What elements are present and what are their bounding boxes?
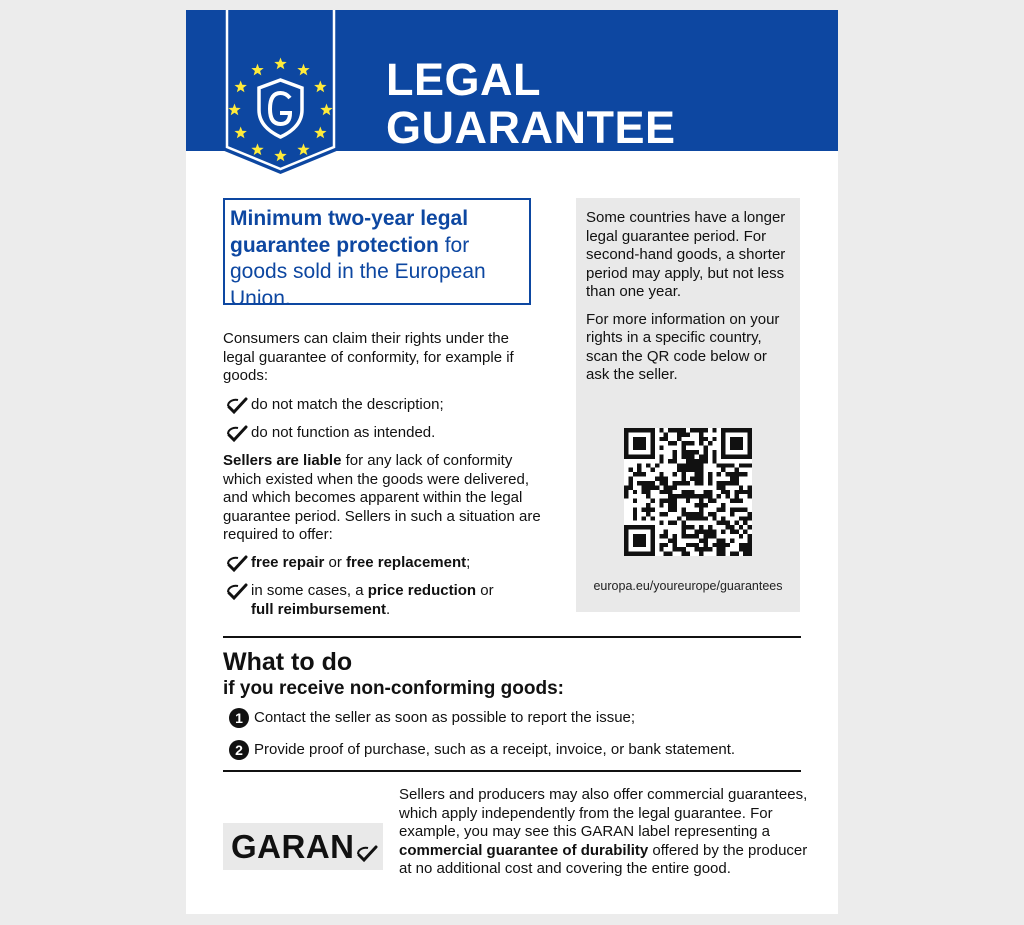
info-sidebox <box>576 198 800 612</box>
title-line-1: LEGAL <box>386 54 541 105</box>
step-text: Provide proof of purchase, such as a receipt, invoice, or bank statement. <box>254 741 736 758</box>
garan-label-text: GARAN <box>231 827 355 865</box>
garan-label <box>223 823 383 870</box>
step-number-badge: 2 <box>229 740 249 760</box>
checkmark-icon <box>226 555 248 573</box>
what-to-do-heading: What to do <box>223 648 353 676</box>
step-item <box>229 740 735 760</box>
liability-bold: Sellers are liable <box>223 452 342 469</box>
checkmark-icon <box>226 425 248 443</box>
page-title <box>386 56 676 152</box>
highlight-box <box>223 198 531 310</box>
guarantee-notice-page <box>186 10 838 914</box>
shield-logo-icon <box>222 10 339 174</box>
step-text: Contact the seller as soon as possible to report the issue; <box>254 709 636 726</box>
qr-code-icon[interactable] <box>624 428 752 556</box>
remedy-text: in some cases, a price reduction or full reimbursement. <box>251 582 494 618</box>
condition-text: do not match the description; <box>251 396 444 413</box>
divider <box>223 770 801 772</box>
remedy-item <box>226 554 470 573</box>
step-number-badge: 1 <box>229 708 249 728</box>
condition-item <box>226 396 444 415</box>
highlight-bold: Minimum two-year legal guarantee protection <box>230 207 469 257</box>
sidebox-para-2: For more information on your rights in a specific country, scan the QR code below or ask the seller. <box>586 310 780 383</box>
liability-rest: for any lack of conformity which existed when the goods were delivered, and which becomes apparent within the legal guarantee period. Sellers in such a situation are required to offer: <box>223 452 541 543</box>
remedy-text: free repair or free replacement; <box>251 554 471 571</box>
condition-text: do not function as intended. <box>251 424 436 441</box>
divider <box>223 636 801 638</box>
condition-item <box>226 424 435 443</box>
sidebox-para-1: Some countries have a longer legal guarantee period. For second-hand goods, a shorter period may apply, but not less than one year. <box>586 209 786 300</box>
intro-text: Consumers can claim their rights under the legal guarantee of conformity, for example if goods: <box>223 330 514 384</box>
highlight-rest: for goods sold in the European Union. <box>230 233 486 310</box>
checkmark-icon <box>226 397 248 415</box>
liability-text <box>223 452 543 545</box>
step-item <box>229 708 635 728</box>
checkmark-icon <box>356 845 378 863</box>
commercial-guarantee-text: Sellers and producers may also offer commercial guarantees, which apply independently from the legal guarantee. For example, you may see this GARAN label representing a commercial guarantee of durability offered by the producer at no additional cost and covering the entire good. <box>399 786 808 877</box>
guarantee-url-link[interactable]: europa.eu/youreurope/guarantees <box>593 579 783 593</box>
checkmark-icon <box>226 583 248 601</box>
what-to-do-subheading: if you receive non-conforming goods: <box>223 678 564 699</box>
title-line-2: GUARANTEE <box>386 102 676 153</box>
remedy-item <box>226 582 494 619</box>
